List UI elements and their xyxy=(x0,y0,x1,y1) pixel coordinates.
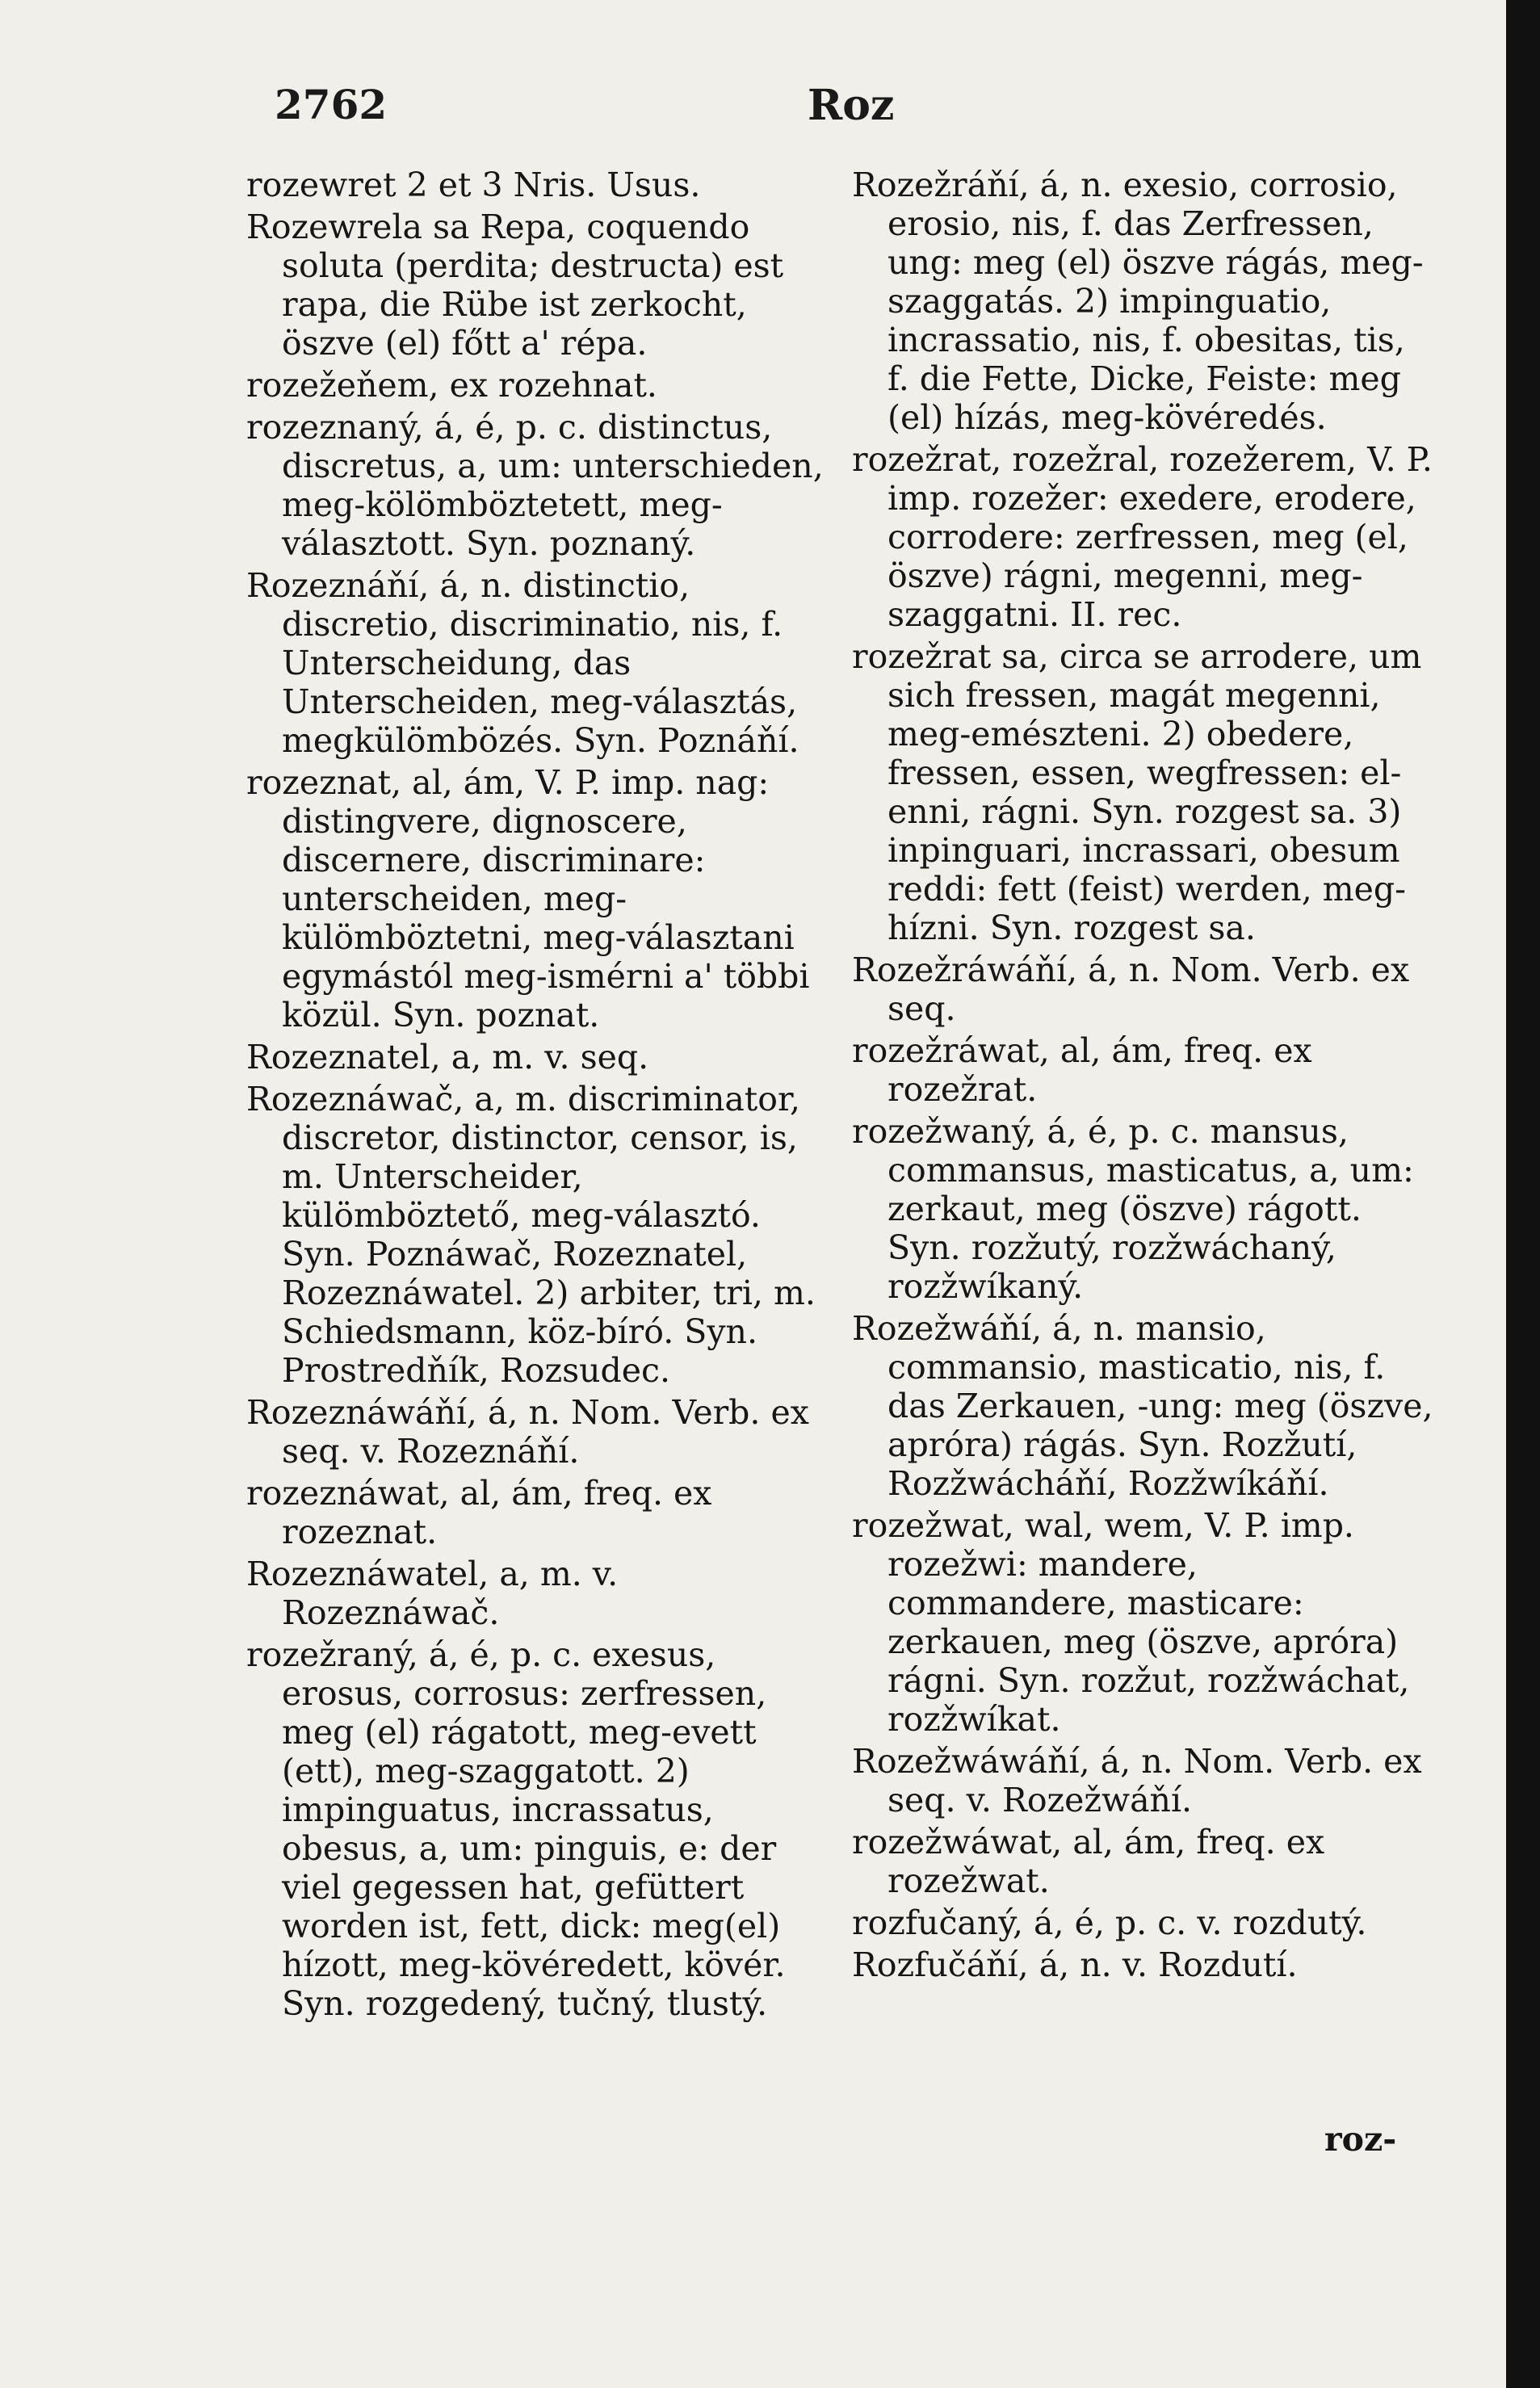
dictionary-entry: Rozežwáňí, á, n. mansio, commansio, masticatio, nis, f. das Zerkauen, -ung: meg (öszve, apróra) rágás. Syn. Rozžutí, Rozžwácháňí, Rozžwíkáňí. xyxy=(852,1309,1433,1503)
dictionary-entry: rozežrat sa, circa se arrodere, um sich fressen, magát megenni, meg-emészteni. 2) obedere, fressen, essen, wegfressen: el-enni, rágni. Syn. rozgest sa. 3) inpinguari, incrassari, obesum reddi: fett (feist) werden, meg-hízni. Syn. rozgest sa. xyxy=(852,637,1422,947)
dictionary-entry: rozežrat, rozežral, rozežerem, V. P. imp. rozežer: exedere, erodere, corrodere: zerfressen, meg (el, öszve) rágni, megenni, meg-szaggatni. II. rec. xyxy=(852,440,1433,634)
page-number: 2762 xyxy=(275,81,388,128)
dictionary-entry: Rozfučáňí, á, n. v. Rozdutí. xyxy=(852,1945,1298,1984)
right-column xyxy=(852,166,1433,1987)
dictionary-entry: Rozežráňí, á, n. exesio, corrosio, erosio, nis, f. das Zerfressen, ung: meg (el) öszve rágás, meg-szaggatás. 2) impinguatio, incrassatio, nis, f. obesitas, tis, f. die Fette, Dicke, Feiste: meg (el) hízás, meg-kövéredés. xyxy=(852,166,1424,437)
dictionary-entry: Rozeznáwatel, a, m. v. Rozeznáwač. xyxy=(246,1555,619,1632)
dictionary-entry: rozeznáwat, al, ám, freq. ex rozeznat. xyxy=(246,1474,712,1551)
dictionary-entry: rozewret 2 et 3 Nris. Usus. xyxy=(246,166,701,204)
dictionary-entry: rozežwáwat, al, ám, freq. ex rozežwat. xyxy=(852,1823,1325,1900)
dictionary-entry: rozfučaný, á, é, p. c. v. rozdutý. xyxy=(852,1903,1367,1942)
dictionary-entry: Rozeznáwáňí, á, n. Nom. Verb. ex seq. v. Rozeznáňí. xyxy=(246,1393,809,1471)
dictionary-entry: rozežwat, wal, wem, V. P. imp. rozežwi: mandere, commandere, masticare: zerkauen, meg (öszve, apróra) rágni. Syn. rozžut, rozžwáchat, rozžwíkat. xyxy=(852,1506,1410,1739)
dictionary-entry: Rozeznatel, a, m. v. seq. xyxy=(246,1038,649,1076)
dictionary-entry: rozežwaný, á, é, p. c. mansus, commansus, masticatus, a, um: zerkaut, meg (öszve) rágott. Syn. rozžutý, rozžwáchaný, rozžwíkaný. xyxy=(852,1112,1414,1306)
left-column xyxy=(246,166,828,2026)
scan-edge xyxy=(1506,0,1540,2388)
dictionary-entry: Rozeznáňí, á, n. distinctio, discretio, discriminatio, nis, f. Unterscheidung, das Unterscheiden, meg-választás, megkülömbözés. Syn. Poznáňí. xyxy=(246,566,799,760)
dictionary-entry: rozeznaný, á, é, p. c. distinctus, discretus, a, um: unterschieden, meg-kölömböztetett, meg-választott. Syn. poznaný. xyxy=(246,408,824,563)
dictionary-entry: rozežráwat, al, ám, freq. ex rozežrat. xyxy=(852,1031,1312,1109)
dictionary-entry: Rozeznáwač, a, m. discriminator, discretor, distinctor, censor, is, m. Unterscheider, külömböztető, meg-választó. Syn. Poznáwač, Rozeznatel, Rozeznáwatel. 2) arbiter, tri, m. Schiedsmann, köz-bíró. Syn. Prostredňík, Rozsudec. xyxy=(246,1080,816,1390)
running-head: Roz xyxy=(808,81,895,130)
dictionary-entry: Rozežwáwáňí, á, n. Nom. Verb. ex seq. v. Rozežwáňí. xyxy=(852,1742,1422,1819)
dictionary-entry: rozežraný, á, é, p. c. exesus, erosus, corrosus: zerfressen, meg (el) rágatott, meg-evett (ett), meg-szaggatott. 2) impinguatus, incrassatus, obesus, a, um: pinguis, e: der viel gegessen hat, gefüttert worden ist, fett, dick: meg(el) hízott, meg-kövéredett, kövér. Syn. rozgedený, tučný, tlustý. xyxy=(246,1635,786,2023)
dictionary-entry: rozežeňem, ex rozehnat. xyxy=(246,366,657,405)
catchword: roz- xyxy=(1324,2120,1397,2159)
page-header xyxy=(275,81,1437,137)
dictionary-entry: rozeznat, al, ám, V. P. imp. nag: distingvere, dignoscere, discernere, discriminare: unterscheiden, meg-külömböztetni, meg-választani egymástól meg-ismérni a' többi közül. Syn. poznat. xyxy=(246,763,810,1035)
dictionary-entry: Rozewrela sa Repa, coquendo soluta (perdita; destructa) est rapa, die Rübe ist zerkocht, öszve (el) főtt a' répa. xyxy=(246,208,784,363)
dictionary-entry: Rozežráwáňí, á, n. Nom. Verb. ex seq. xyxy=(852,951,1410,1028)
